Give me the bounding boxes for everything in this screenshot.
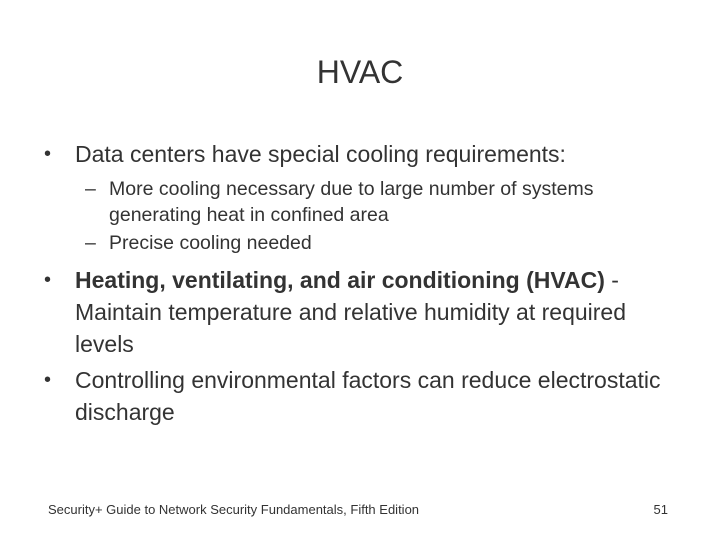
bullet-3-text: Controlling environmental factors can reduce electrostatic discharge [75,367,661,425]
dash-icon: – [85,232,96,254]
sub-bullet-2-text: Precise cooling needed [109,232,312,254]
page-number: 51 [653,502,668,517]
bullet-2-text: - Maintain temperature and relative humidity at required levels [75,267,627,357]
bullet-1 [44,138,664,170]
bullet-1-text: Data centers have special cooling requirements: [75,141,566,167]
bullet-icon: • [44,369,52,391]
slide-footer: Security+ Guide to Network Security Fundamentals, Fifth Edition [48,502,420,517]
bullet-2-bold-text: Heating, ventilating, and air conditioning (HVAC) [75,267,605,293]
sub-bullet-2 [85,230,664,256]
bullet-icon: • [44,143,52,165]
bullet-icon: • [44,269,52,291]
dash-icon: – [85,178,96,200]
sub-bullet-1 [85,176,664,228]
bullet-3 [44,364,664,428]
slide-content [44,138,664,432]
bullet-2 [44,264,664,360]
sub-bullet-1-text: More cooling necessary due to large number of systems generating heat in confined area [109,178,594,226]
slide-title: HVAC [316,54,404,90]
